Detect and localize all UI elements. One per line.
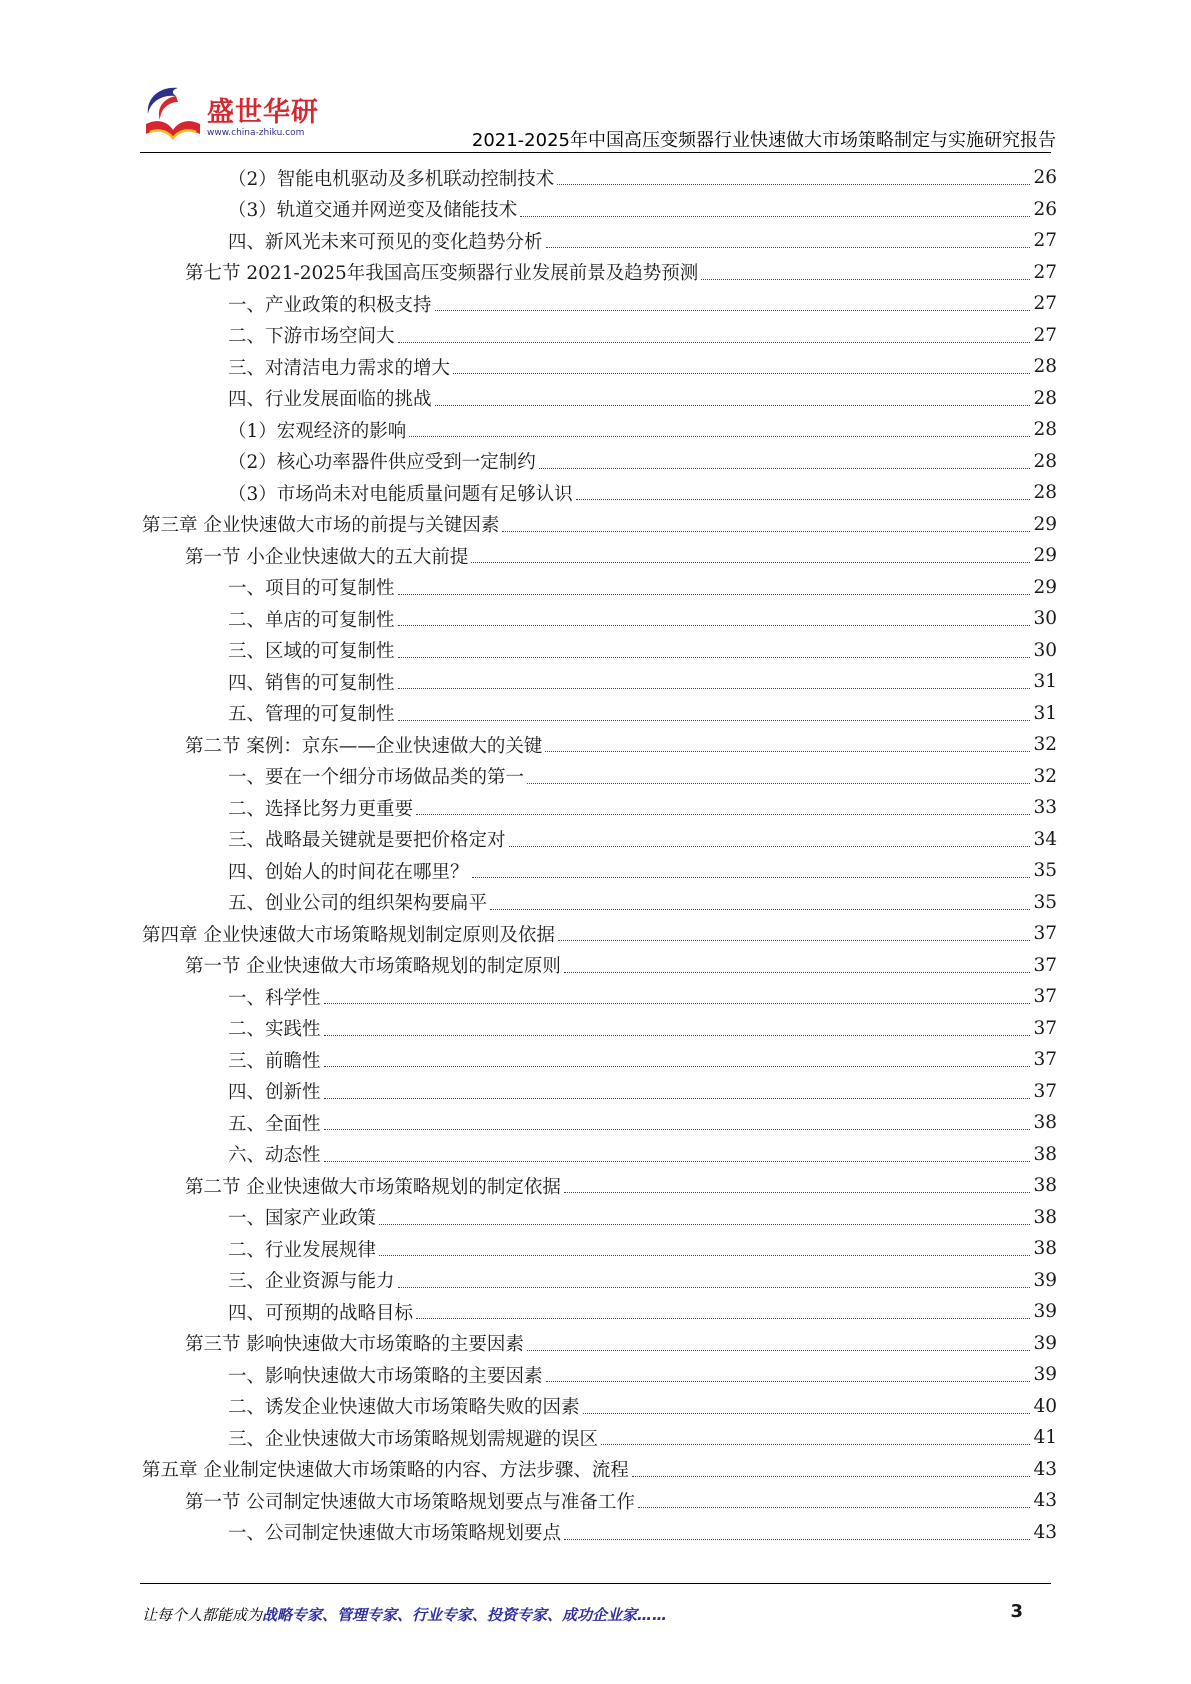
toc-entry[interactable]	[142, 824, 1057, 856]
toc-dot-leader	[701, 265, 1030, 280]
toc-entry[interactable]	[142, 950, 1057, 982]
toc-dot-leader	[409, 422, 1030, 437]
toc-entry-label: 一、公司制定快速做大市场策略规划要点	[228, 1523, 562, 1545]
toc-entry-page: 43	[1033, 1458, 1057, 1480]
toc-entry[interactable]	[142, 1517, 1057, 1549]
toc-entry-label: 第一节 公司制定快速做大市场策略规划要点与准备工作	[185, 1491, 635, 1513]
toc-entry-page: 39	[1033, 1301, 1057, 1323]
toc-entry[interactable]	[142, 225, 1057, 257]
toc-entry-page: 39	[1033, 1269, 1057, 1291]
toc-entry[interactable]	[142, 1454, 1057, 1486]
toc-entry[interactable]	[142, 1076, 1057, 1108]
toc-entry-page: 39	[1033, 1364, 1057, 1386]
toc-entry-label: 四、创始人的时间花在哪里？	[228, 861, 469, 883]
toc-entry-label: 二、选择比努力更重要	[228, 798, 414, 820]
toc-entry-page: 28	[1033, 387, 1057, 409]
toc-entry[interactable]	[142, 1139, 1057, 1171]
toc-entry-label: 一、影响快速做大市场策略的主要因素	[228, 1365, 543, 1387]
toc-entry-page: 41	[1033, 1427, 1057, 1449]
toc-entry[interactable]	[142, 1328, 1057, 1360]
toc-entry-page: 28	[1033, 482, 1057, 504]
toc-entry-page: 27	[1033, 230, 1057, 252]
toc-entry-label: （3）轨道交通并网逆变及储能技术	[228, 200, 518, 222]
toc-entry-label: 四、新风光未来可预见的变化趋势分析	[228, 231, 543, 253]
toc-dot-leader	[545, 737, 1030, 752]
toc-entry[interactable]	[142, 162, 1057, 194]
toc-entry[interactable]	[142, 1265, 1057, 1297]
toc-dot-leader	[490, 895, 1030, 910]
toc-entry-label: （2）智能电机驱动及多机联动控制技术	[228, 168, 555, 190]
toc-entry-page: 35	[1033, 891, 1057, 913]
toc-entry-page: 33	[1033, 797, 1057, 819]
toc-dot-leader	[564, 1525, 1030, 1540]
toc-entry-page: 35	[1033, 860, 1057, 882]
toc-dot-leader	[435, 296, 1031, 311]
toc-entry[interactable]	[142, 792, 1057, 824]
toc-entry-page: 28	[1033, 450, 1057, 472]
toc-entry[interactable]	[142, 540, 1057, 572]
toc-entry[interactable]	[142, 635, 1057, 667]
toc-dot-leader	[564, 1178, 1031, 1193]
toc-dot-leader	[601, 1430, 1030, 1445]
report-title: 2021-2025年中国高压变频器行业快速做大市场策略制定与实施研究报告	[471, 130, 1056, 151]
page-number: 3	[1010, 1601, 1023, 1622]
footer-slogan-prefix: 让每个人都能成为	[142, 1606, 263, 1624]
logo-book-icon	[140, 82, 206, 148]
toc-entry-label: 五、创业公司的组织架构要扁平	[228, 893, 488, 915]
toc-entry[interactable]	[142, 981, 1057, 1013]
toc-entry-label: 二、下游市场空间大	[228, 326, 395, 348]
toc-entry-page: 31	[1033, 702, 1057, 724]
toc-entry-label: 三、企业快速做大市场策略规划需规避的误区	[228, 1428, 599, 1450]
page-header	[0, 0, 1191, 155]
toc-entry[interactable]	[142, 446, 1057, 478]
toc-entry-page: 38	[1033, 1175, 1057, 1197]
toc-entry[interactable]	[142, 1170, 1057, 1202]
toc-entry-page: 43	[1033, 1521, 1057, 1543]
toc-entry-label: 第一节 企业快速做大市场策略规划的制定原则	[185, 956, 561, 978]
toc-dot-leader	[546, 233, 1031, 248]
company-logo	[140, 82, 320, 152]
toc-entry[interactable]	[142, 698, 1057, 730]
table-of-contents	[142, 162, 1057, 1548]
toc-entry[interactable]	[142, 1391, 1057, 1423]
toc-entry[interactable]	[142, 761, 1057, 793]
toc-entry-page: 26	[1033, 167, 1057, 189]
toc-dot-leader	[527, 769, 1030, 784]
toc-dot-leader	[398, 643, 1031, 658]
toc-entry-page: 30	[1033, 608, 1057, 630]
toc-entry-label: 第一节 小企业快速做大的五大前提	[185, 546, 469, 568]
toc-entry-label: 一、项目的可复制性	[228, 578, 395, 600]
toc-dot-leader	[435, 391, 1031, 406]
toc-entry[interactable]	[142, 1296, 1057, 1328]
toc-entry-page: 37	[1033, 1049, 1057, 1071]
toc-dot-leader	[324, 1115, 1031, 1130]
toc-entry-page: 32	[1033, 765, 1057, 787]
toc-dot-leader	[416, 1304, 1030, 1319]
toc-entry-label: 第二节 企业快速做大市场策略规划的制定依据	[185, 1176, 561, 1198]
toc-entry-label: 三、战略最关键就是要把价格定对	[228, 830, 506, 852]
toc-entry-label: （1）宏观经济的影响	[228, 420, 407, 442]
toc-dot-leader	[557, 170, 1030, 185]
toc-entry-page: 27	[1033, 293, 1057, 315]
footer-slogan	[142, 1604, 667, 1625]
toc-entry-page: 37	[1033, 1080, 1057, 1102]
toc-dot-leader	[398, 328, 1031, 343]
logo-url: www.china-zhiku.com	[207, 128, 305, 138]
toc-entry-label: 二、行业发展规律	[228, 1239, 377, 1261]
toc-entry-label: 二、实践性	[228, 1019, 321, 1041]
toc-entry[interactable]	[142, 1013, 1057, 1045]
toc-entry-label: 四、销售的可复制性	[228, 672, 395, 694]
toc-entry-label: 三、区域的可复制性	[228, 641, 395, 663]
toc-dot-leader	[379, 1241, 1030, 1256]
toc-entry[interactable]	[142, 509, 1057, 541]
toc-entry-page: 28	[1033, 419, 1057, 441]
toc-entry-page: 38	[1033, 1143, 1057, 1165]
toc-entry-page: 26	[1033, 198, 1057, 220]
footer-divider	[140, 1583, 1051, 1584]
footer-slogan-highlight: 战略专家、管理专家、行业专家、投资专家、成功企业家……	[262, 1606, 668, 1624]
toc-entry-page: 40	[1033, 1395, 1057, 1417]
toc-entry[interactable]	[142, 603, 1057, 635]
toc-entry[interactable]	[142, 1202, 1057, 1234]
toc-entry-label: 一、要在一个细分市场做品类的第一	[228, 767, 525, 789]
toc-dot-leader	[324, 989, 1031, 1004]
toc-dot-leader	[472, 863, 1031, 878]
toc-dot-leader	[509, 832, 1031, 847]
toc-entry[interactable]	[142, 887, 1057, 919]
toc-dot-leader	[539, 454, 1031, 469]
toc-entry-label: 第四章 企业快速做大市场策略规划制定原则及依据	[142, 924, 555, 946]
toc-entry[interactable]	[142, 1485, 1057, 1517]
toc-entry-label: 第七节 2021-2025年我国高压变频器行业发展前景及趋势预测	[185, 263, 699, 285]
toc-entry-page: 37	[1033, 1017, 1057, 1039]
toc-dot-leader	[398, 674, 1031, 689]
toc-entry[interactable]	[142, 572, 1057, 604]
toc-entry-label: 五、全面性	[228, 1113, 321, 1135]
toc-entry-label: （3）市场尚未对电能质量问题有足够认识	[228, 483, 573, 505]
toc-dot-leader	[502, 517, 1030, 532]
toc-entry-label: 二、单店的可复制性	[228, 609, 395, 631]
toc-entry[interactable]	[142, 1359, 1057, 1391]
toc-dot-leader	[453, 359, 1030, 374]
toc-dot-leader	[324, 1084, 1031, 1099]
toc-dot-leader	[638, 1493, 1031, 1508]
toc-entry-page: 27	[1033, 324, 1057, 346]
logo-name: 盛世华研	[207, 97, 319, 128]
toc-entry-page: 38	[1033, 1206, 1057, 1228]
toc-dot-leader	[398, 580, 1031, 595]
toc-entry-page: 32	[1033, 734, 1057, 756]
toc-entry[interactable]	[142, 477, 1057, 509]
toc-dot-leader	[558, 926, 1031, 941]
toc-entry-label: 第三节 影响快速做大市场策略的主要因素	[185, 1334, 524, 1356]
toc-entry-label: 三、对清洁电力需求的增大	[228, 357, 451, 379]
toc-entry-page: 38	[1033, 1238, 1057, 1260]
toc-entry[interactable]	[142, 288, 1057, 320]
toc-entry[interactable]	[142, 351, 1057, 383]
toc-entry-page: 28	[1033, 356, 1057, 378]
header-divider	[140, 152, 1051, 153]
toc-entry[interactable]	[142, 666, 1057, 698]
toc-entry[interactable]	[142, 1233, 1057, 1265]
toc-entry-label: 六、动态性	[228, 1145, 321, 1167]
toc-dot-leader	[564, 958, 1031, 973]
toc-dot-leader	[398, 611, 1031, 626]
toc-dot-leader	[520, 202, 1030, 217]
toc-entry-label: 四、行业发展面临的挑战	[228, 389, 432, 411]
toc-dot-leader	[576, 485, 1031, 500]
toc-entry[interactable]	[142, 1044, 1057, 1076]
toc-dot-leader	[416, 800, 1030, 815]
toc-entry-page: 37	[1033, 923, 1057, 945]
toc-dot-leader	[398, 706, 1031, 721]
toc-dot-leader	[632, 1462, 1031, 1477]
toc-entry[interactable]	[142, 855, 1057, 887]
toc-dot-leader	[471, 548, 1030, 563]
toc-entry[interactable]	[142, 257, 1057, 289]
toc-dot-leader	[527, 1336, 1031, 1351]
toc-entry-label: 四、可预期的战略目标	[228, 1302, 414, 1324]
toc-entry-label: 三、企业资源与能力	[228, 1271, 395, 1293]
toc-entry[interactable]	[142, 1422, 1057, 1454]
toc-entry-label: 第三章 企业快速做大市场的前提与关键因素	[142, 515, 500, 537]
toc-entry-page: 39	[1033, 1332, 1057, 1354]
toc-dot-leader	[546, 1367, 1031, 1382]
toc-entry[interactable]	[142, 320, 1057, 352]
toc-entry-page: 27	[1033, 261, 1057, 283]
toc-dot-leader	[379, 1210, 1030, 1225]
toc-dot-leader	[324, 1147, 1031, 1162]
toc-entry[interactable]	[142, 918, 1057, 950]
toc-entry-page: 37	[1033, 986, 1057, 1008]
toc-entry[interactable]	[142, 383, 1057, 415]
toc-entry-label: 五、管理的可复制性	[228, 704, 395, 726]
toc-entry-page: 30	[1033, 639, 1057, 661]
toc-entry-label: 二、诱发企业快速做大市场策略失败的因素	[228, 1397, 580, 1419]
toc-entry[interactable]	[142, 729, 1057, 761]
toc-entry-page: 38	[1033, 1112, 1057, 1134]
toc-entry-page: 31	[1033, 671, 1057, 693]
toc-entry-page: 43	[1033, 1490, 1057, 1512]
toc-entry-page: 29	[1033, 513, 1057, 535]
toc-entry-label: 一、产业政策的积极支持	[228, 294, 432, 316]
toc-entry-page: 34	[1033, 828, 1057, 850]
toc-dot-leader	[583, 1399, 1031, 1414]
toc-entry-page: 37	[1033, 954, 1057, 976]
toc-entry[interactable]	[142, 414, 1057, 446]
toc-dot-leader	[398, 1273, 1031, 1288]
toc-entry-label: 三、前瞻性	[228, 1050, 321, 1072]
toc-entry-label: 第五章 企业制定快速做大市场策略的内容、方法步骤、流程	[142, 1460, 629, 1482]
toc-dot-leader	[324, 1021, 1031, 1036]
toc-entry-label: 一、科学性	[228, 987, 321, 1009]
toc-entry-label: （2）核心功率器件供应受到一定制约	[228, 452, 536, 474]
toc-entry-label: 一、国家产业政策	[228, 1208, 377, 1230]
toc-entry[interactable]	[142, 1107, 1057, 1139]
toc-entry-page: 29	[1033, 545, 1057, 567]
toc-dot-leader	[324, 1052, 1031, 1067]
toc-entry[interactable]	[142, 194, 1057, 226]
toc-entry-label: 第二节 案例：京东——企业快速做大的关键	[185, 735, 543, 757]
toc-entry-label: 四、创新性	[228, 1082, 321, 1104]
toc-entry-page: 29	[1033, 576, 1057, 598]
